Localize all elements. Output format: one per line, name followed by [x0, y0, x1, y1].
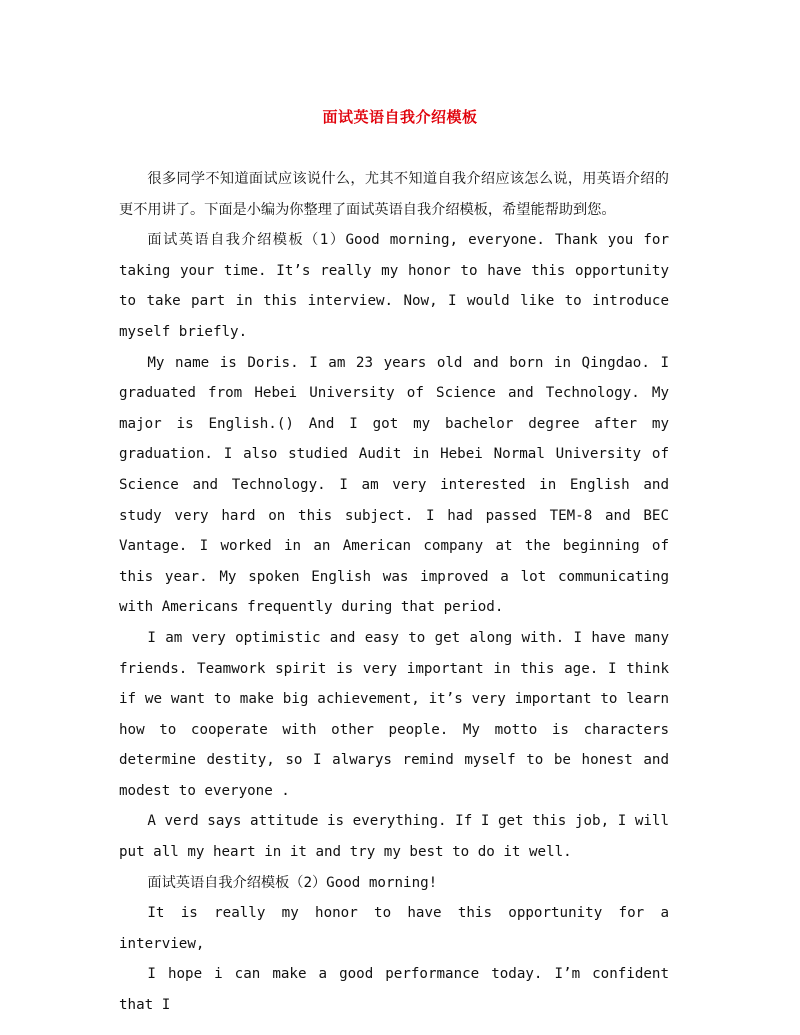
paragraph-template-2-heading: 面试英语自我介绍模板（2）Good morning!	[147, 874, 438, 891]
document-title: 面试英语自我介绍模板	[322, 108, 478, 126]
paragraph-background: My name is Doris. I am 23 years old and born in Qingdao. I graduated from Hebei University of Science and Technology. My major is English.() And I got my bachelor degree after my graduation. I also studied Audit in Hebei Normal University of Science and Technology. I am very interested in English and study very hard on this subject. I had passed TEM-8 and BEC Vantage. I worked in an American company at the beginning of this year. My spoken English was improved a lot communicating with Americans frequently during that period.	[119, 354, 669, 616]
paragraph-template-1-opening: 面试英语自我介绍模板（1）Good morning, everyone. Thank you for taking your time. It’s really my honor to have this opportunity to take part in this interview. Now, I would like to introduce myself briefly.	[119, 232, 669, 340]
paragraph-template-2-line-1: It is really my honor to have this opportunity for a interview,	[119, 905, 669, 952]
document-body	[119, 164, 669, 1021]
paragraph-attitude: A verd says attitude is everything. If I get this job, I will put all my heart in it and try my best to do it well.	[119, 813, 669, 861]
paragraph-template-2-line-2: I hope i can make a good performance today. I’m confident that I	[119, 966, 669, 1014]
paragraph-personality: I am very optimistic and easy to get along with. I have many friends. Teamwork spirit is very important in this age. I think if we want to make big achievement, it’s very important to learn how to cooperate with other people. My motto is characters determine destity, so I alwarys remind myself to be honest and modest to everyone .	[119, 629, 669, 799]
paragraph-intro: 很多同学不知道面试应该说什么，尤其不知道自我介绍应该怎么说，用英语介绍的更不用讲了。下面是小编为你整理了面试英语自我介绍模板，希望能帮助到您。	[119, 171, 669, 218]
